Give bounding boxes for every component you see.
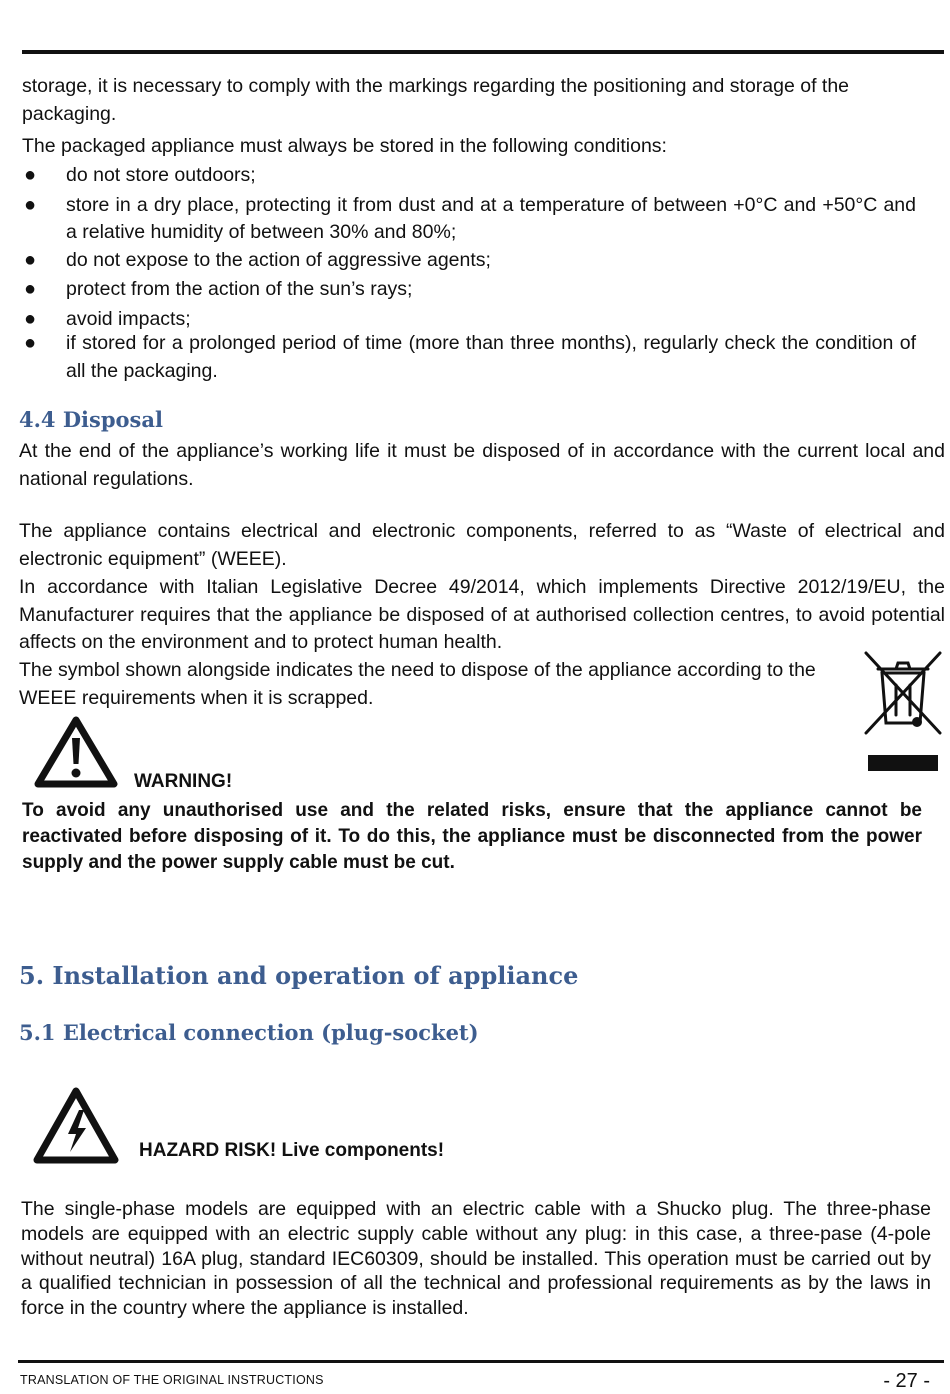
top-rule — [22, 50, 944, 54]
list-item: ● store in a dry place, protecting it from dust and at a temperature of between +0°C and +50°C and a relative humidity of between 30% and 80%; — [24, 193, 916, 243]
conditions-intro: The packaged appliance must always be stored in the following conditions: — [22, 135, 667, 157]
disposal-paragraph-4: The symbol shown alongside indicates the need to dispose of the appliance according to the WEEE requirements when it is scrapped. — [19, 659, 816, 709]
electric-hazard-triangle-icon — [32, 1086, 120, 1166]
storage-paragraph: storage, it is necessary to comply with the markings regarding the positioning and storage of the packaging. — [22, 75, 850, 125]
bullet-icon: ● — [24, 278, 37, 300]
bullet-icon: ● — [24, 193, 37, 216]
list-item: ● if stored for a prolonged period of time (more than three months), regularly check the condition of all the packaging. — [24, 332, 916, 382]
disposal-paragraph-1: At the end of the appliance’s working life it must be disposed of in accordance with the current local and national regulations. — [19, 440, 945, 490]
bullet-icon: ● — [24, 307, 37, 330]
disposal-paragraph-2: The appliance contains electrical and electronic components, referred to as “Waste of electrical and electronic equipment” (WEEE). — [19, 520, 945, 570]
crossed-out-bin-icon — [860, 645, 946, 775]
page-number: - 27 - — [883, 1370, 930, 1392]
hazard-title: HAZARD RISK! Live components! — [139, 1140, 445, 1161]
installation-heading: 5. Installation and operation of appliance — [19, 961, 579, 990]
disposal-paragraph-3: In accordance with Italian Legislative Decree 49/2014, which implements Directive 2012/19/EU, the Manufacturer requires that the appliance be disposed of at authorised collection centres, to avoid potential affects on the environment and to protect human health. — [19, 576, 945, 653]
storage-conditions-list — [20, 162, 916, 385]
warning-title: WARNING! — [134, 771, 233, 792]
list-item: ● protect from the action of the sun’s rays; — [20, 276, 916, 304]
electrical-connection-heading: 5.1 Electrical connection (plug-socket) — [19, 1020, 479, 1045]
warning-text: To avoid any unauthorised use and the related risks, ensure that the appliance cannot be reactivated before disposing of it. To do this, the appliance must be disconnected from the power supply and the power supply cable must be cut. — [22, 800, 922, 873]
bullet-icon: ● — [24, 164, 37, 186]
list-item: ● do not expose to the action of aggressive agents; — [20, 247, 916, 275]
list-item: ● do not store outdoors; — [20, 162, 916, 190]
footer-title: TRANSLATION OF THE ORIGINAL INSTRUCTIONS — [20, 1373, 324, 1387]
bullet-icon: ● — [24, 332, 37, 354]
exclamation-triangle-icon — [34, 716, 118, 788]
bottom-rule — [18, 1360, 944, 1363]
list-item: ● avoid impacts; — [20, 306, 916, 334]
disposal-heading: 4.4 Disposal — [19, 407, 163, 432]
installation-paragraph: The single-phase models are equipped with an electric cable with a Shucko plug. The three-phase models are equipped with an electric supply cable without any plug: in this case, a three-pase (4-pole without neutral) 16A plug, standard IEC60309, should be installed. This operation must be carried out by a qualified technician in possession of all the technical and professional requirements as by the laws in force in the country where the appliance is installed. — [21, 1198, 931, 1320]
bullet-icon: ● — [24, 248, 37, 271]
